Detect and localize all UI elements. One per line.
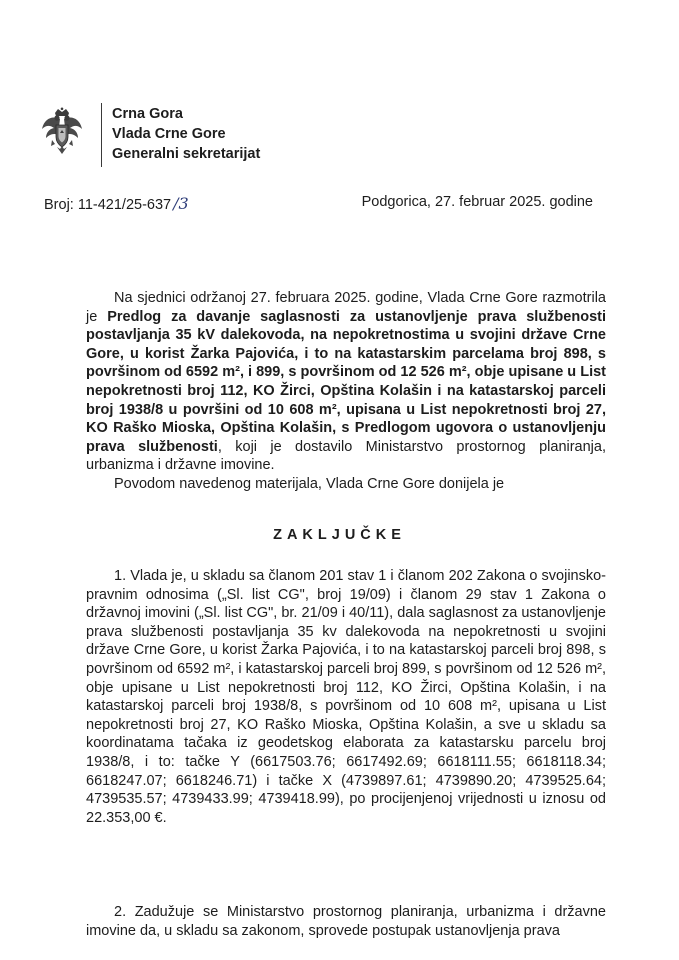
coat-of-arms-icon (40, 107, 84, 157)
intro-tail: , koji je dostavilo Ministarstvo prostornog planiranja, urbanizma i državne imovine. (86, 438, 606, 474)
letterhead-secretariat: Generalni sekretarijat (112, 146, 261, 162)
reference-number-text: Broj: 11-421/25-637 (44, 197, 172, 213)
conclusions-heading: ZAKLJUČKE (273, 527, 406, 543)
handwritten-suffix: /3 (173, 194, 189, 213)
intro-bold-subject: Predlog za davanje saglasnosti za ustanovljenje prava službenosti postavljanja 35 kV dalekovoda, na nepokretnostima u svojini države Crne Gore, u korist Žarka Pajovića, i to na katastarskim parcelama broj 898, s površinom od 6592 m², i 899, s površinom od 12 526 m², obje upisane u List nepokretnosti broj 112, KO Žirci, Opština Kolašin i na katastarskoj parceli broj 1938/8 u površini od 10 608 m², upisana u List nepokretnosti broj 27, KO Raško Mioska, Opština Kolašin, s Predlogom ugovora o ustanovljenju prava službenosti (86, 308, 606, 455)
conclusion-item-2-text: 2. Zadužuje se Ministarstvo prostornog planiranja, urbanizma i državne imovine da, u skladu sa zakonom, sprovede postupak ustanovljenja prava (86, 904, 606, 939)
followup-paragraph (86, 475, 606, 494)
conclusion-item-2 (86, 903, 606, 940)
letterhead-country: Crna Gora (112, 106, 183, 122)
followup-text: Povodom navedenog materijala, Vlada Crne Gore donijela je (114, 476, 505, 492)
letterhead (112, 104, 260, 164)
letterhead-government: Vlada Crne Gore (112, 126, 226, 142)
conclusion-item-1 (86, 567, 606, 827)
intro-paragraph (86, 289, 606, 475)
intro-lead: Na sjednici održanoj 27. februara 2025. godine, Vlada Crne Gore razmotrila je (86, 290, 606, 325)
reference-number (44, 194, 189, 213)
place-and-date: Podgorica, 27. februar 2025. godine (361, 194, 593, 210)
letterhead-divider (101, 103, 102, 167)
conclusion-item-1-text: 1. Vlada je, u skladu sa članom 201 stav 1 i članom 202 Zakona o svojinsko-pravnim odnosima („Sl. list CG", broj 19/09) i članom 29 stav 1 Zakona o državnoj imovini („Sl. list CG", br. 21/09 i 40/11), dala saglasnost za ustanovljenje prava službenosti postavljanja 35 kv dalekovoda na nepokretnosti u svojini države Crne Gore, u korist Žarka Pajovića, i to na katastarskoj parceli broj 898, s površinom od 6592 m², i katastarskoj parceli broj 899, s površinom od 12 526 m², obje upisane u List nepokretnosti broj 112, KO Žirci, Opština Kolašin, i na katastarskoj parceli broj 1938/8, s površinom od 10 608 m², upisana u List nepokretnosti broj 27, KO Raško Mioska, Opština Kolašin, a sve u skladu sa koordinatama tačaka iz geodetskog elaborata za katastarsku parcelu broj 1938/8, i to: tačke Y (6617503.76; 6617492.69; 6618111.55; 6618118.34; 6618247.07; 6618246.71) i tačke X (4739897.61; 4739890.20; 4739525.64; 4739535.57; 4739433.99; 4739418.99), po procijenjenoj vrijednosti u iznosu od 22.353,00 €. (86, 568, 606, 826)
